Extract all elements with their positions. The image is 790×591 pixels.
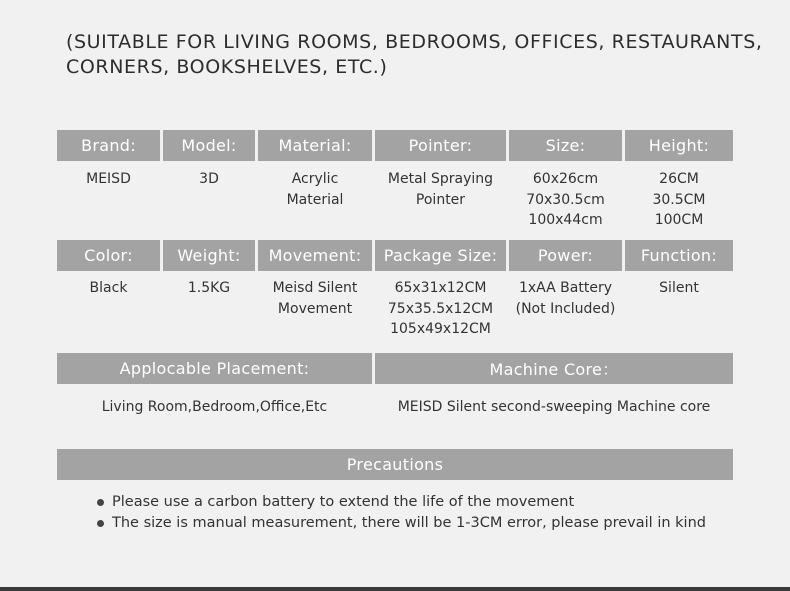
value-weight: 1.5KG xyxy=(187,280,231,296)
value-height: 26CM 30.5CM 100CM xyxy=(652,171,706,228)
value-machine-core: MEISD Silent second-sweeping Machine core xyxy=(397,399,711,415)
value-package-size: 65x31x12CM 75x35.5x12CM 105x49x12CM xyxy=(387,280,494,337)
header-weight: Weight: xyxy=(163,240,255,271)
precaution-text: The size is manual measurement, there will be 1-3CM error, please prevail in kind xyxy=(112,515,706,531)
value-function: Silent xyxy=(659,280,699,296)
value-applicable-placement: Living Room,Bedroom,Office,Etc xyxy=(101,399,328,415)
value-size: 60x26cm 70x30.5cm 100x44cm xyxy=(526,171,605,228)
header-height: Height: xyxy=(625,130,733,161)
value-movement: Meisd Silent Movement xyxy=(272,280,358,317)
header-power: Power: xyxy=(509,240,622,271)
bullet-dot-icon xyxy=(97,520,104,527)
value-power: 1xAA Battery (Not Included) xyxy=(515,280,616,317)
header-applicable-placement: Applocable Placement: xyxy=(57,353,372,384)
precautions-title: Precautions xyxy=(57,449,733,480)
header-package-size: Package Size: xyxy=(375,240,506,271)
header-model: Model: xyxy=(163,130,255,161)
page-heading xyxy=(66,30,766,80)
value-color: Black xyxy=(89,280,128,296)
heading-line-2: CORNERS, BOOKSHELVES, ETC.) xyxy=(66,56,388,78)
header-function: Function: xyxy=(625,240,733,271)
precaution-item-1 xyxy=(97,494,574,510)
header-brand: Brand: xyxy=(57,130,160,161)
value-model: 3D xyxy=(199,171,219,187)
value-material: Acrylic Material xyxy=(286,171,344,208)
value-brand: MEISD xyxy=(86,171,131,187)
header-movement: Movement: xyxy=(258,240,372,271)
header-size: Size: xyxy=(509,130,622,161)
bottom-divider xyxy=(0,587,790,591)
precaution-text: Please use a carbon battery to extend the life of the movement xyxy=(112,494,575,510)
value-pointer: Metal Spraying Pointer xyxy=(387,171,494,208)
bullet-dot-icon xyxy=(97,499,104,506)
header-machine-core: Machine Core： xyxy=(375,353,733,384)
header-color: Color: xyxy=(57,240,160,271)
header-pointer: Pointer: xyxy=(375,130,506,161)
header-material: Material: xyxy=(258,130,372,161)
precaution-item-2 xyxy=(97,515,706,531)
heading-line-1: (SUITABLE FOR LIVING ROOMS, BEDROOMS, OFFICES, RESTAURANTS, xyxy=(66,31,763,53)
